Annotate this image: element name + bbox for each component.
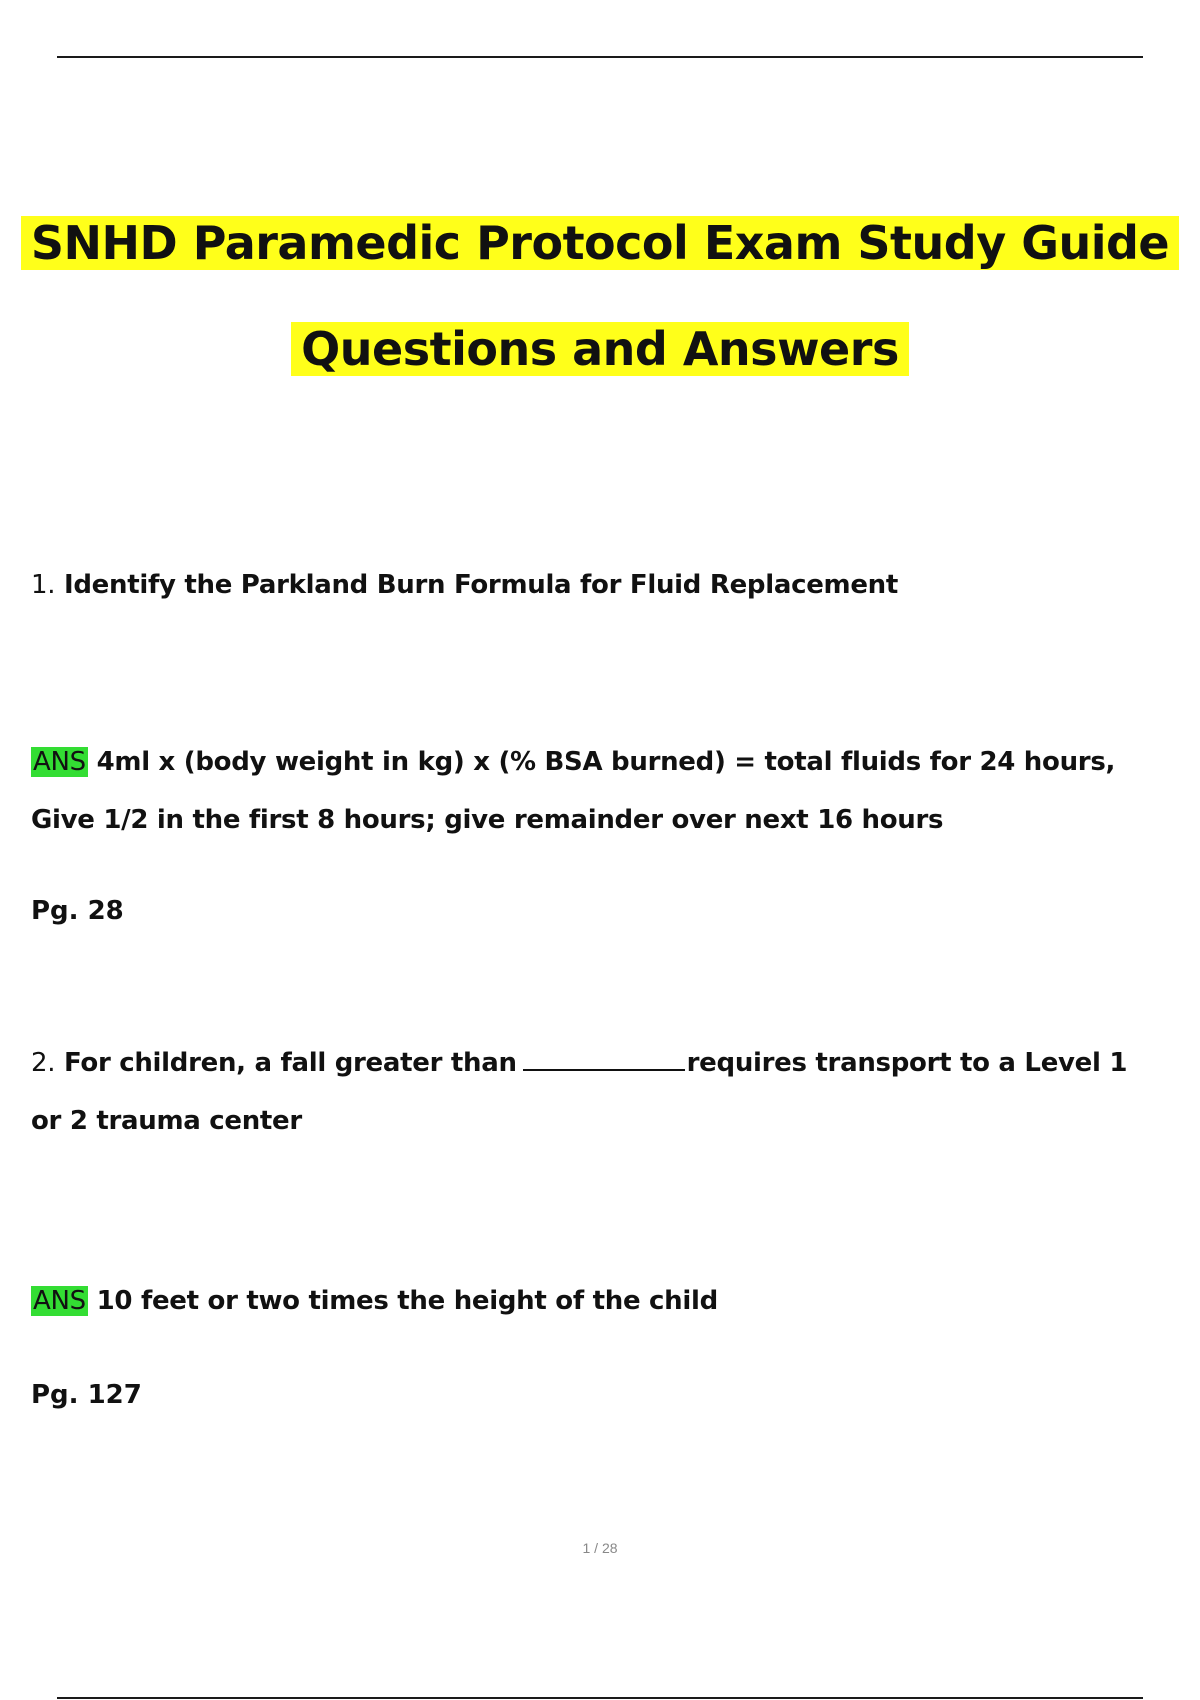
document-title-line-1 <box>0 208 1200 278</box>
question-2-number: 2. <box>31 1048 56 1078</box>
answer-2 <box>31 1272 1161 1330</box>
document-title-line-2 <box>0 314 1200 384</box>
question-2 <box>31 1034 1161 1150</box>
answer-1 <box>31 733 1161 849</box>
bottom-rule <box>57 1697 1143 1699</box>
title-highlight-1: SNHD Paramedic Protocol Exam Study Guide <box>21 216 1179 270</box>
question-2-text-before: For children, a fall greater than <box>63 1048 517 1078</box>
answer-2-text: 10 feet or two times the height of the child <box>96 1286 718 1316</box>
answer-1-text: 4ml x (body weight in kg) x (% BSA burned) = total fluids for 24 hours, Give 1/2 in the first 8 hours; give remainder over next 16 hours <box>31 747 1116 835</box>
page-ref-1: Pg. 28 <box>31 896 124 926</box>
page-ref-2: Pg. 127 <box>31 1380 142 1410</box>
question-1-number: 1. <box>31 570 56 600</box>
question-2-text-after: requires transport to a Level 1 or 2 trauma center <box>31 1048 1128 1136</box>
answer-1-tag: ANS <box>33 747 86 777</box>
answer-2-tag: ANS <box>33 1286 86 1316</box>
top-rule <box>57 56 1143 58</box>
fill-in-blank <box>523 1043 685 1071</box>
page-indicator: 1 / 28 <box>582 1540 618 1556</box>
question-1-text: Identify the Parkland Burn Formula for Fluid Replacement <box>63 570 898 600</box>
title-highlight-2: Questions and Answers <box>291 322 909 376</box>
question-1 <box>31 556 1161 614</box>
